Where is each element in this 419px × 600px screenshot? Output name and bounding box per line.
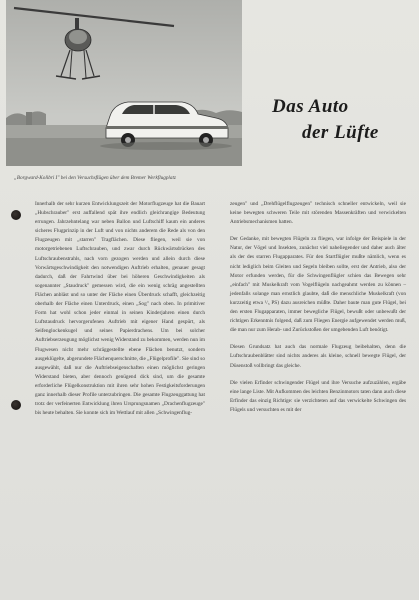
title-line-1: Das Auto (272, 96, 349, 117)
photo-caption: „Borgward-Kolibri I" bei den Versuchsflügen über dem Bremer Werkflugplatz (14, 175, 176, 181)
right-paragraph-3: Diesen Grundsatz hat auch das normale Flugzeug beibehalten, denn die Luftschraubenblätter sind nichts anderes als kleine, schnell bewegte Flügel, der Düsenstoß vollbringt das gleiche. (230, 344, 406, 369)
right-paragraph-2: Der Gedanke, mit bewegten Flügeln zu fliegen, war infolge der Beispiele in der Natur, der Vögel und Insekten, zunächst viel naheliegender und daher auch älter als der des starren Flugapparates. Für den Startflügler mußte nämlich, wenn es nicht lediglich beim Gleiten und Segeln bleiben sollte, erst der Antrieb, also der Motor erfunden werden, für die Schwingenflügler schien das Bewegen sehr „einfach" mit Muskelkraft vom Vogelflügeln nachgeahmt werden zu können – jedenfalls solange man ernstlich glaubte, daß die menschliche Muskelkraft (von kurzzeitig etwa ¹/₃ PS) dazu ausreichen müßte. Daher baute man gute Flügel, bei den ersten Flugapparaten, immer bewegliche Flügel, bewußt oder unbewußt der richtigen Erkenntnis folgend, daß zum Fliegen Energie aufgewendet werden muß, die man nur zum Herab- und Zurückstoßen der umgebenden Luft benötigt. (230, 236, 406, 334)
helicopter-photo (6, 0, 242, 166)
punch-hole-top (11, 210, 21, 220)
right-text-column (230, 200, 406, 423)
right-paragraph-1: zeugen" und „Drehflügelflugzeugen" technisch schneller entwickeln, weil sie keine bewegten schweren Teile mit störenden Massenkräften und verwickelten Antriebsmechanismen hatten. (230, 201, 406, 226)
helicopter-car-illustration (6, 0, 242, 166)
punch-hole-bottom (11, 400, 21, 410)
left-paragraph-1: Innerhalb der sehr kurzen Entwicklungszeit der Motorflugzeuge hat die Bauart „Hubschrauber" erst auffallend spät ihre endlich gleichrangige Bedeutung errungen. Jahrzehntelang war neben Ballon und Luftschiff kaum ein anderes sicheres Flugprinzip in der Luft und von nichts anderem die Rede als von den Flugzeugen mit „starren" Tragflächen. Diese fliegen, weil sie von motorgetriebenen Luftschrauben, und zwar durch Rückwärtsdrücken des Luftschraubenstrahls, nach vorn gezogen werden und allein durch diese Vorwärtsgeschwindigkeit den notwendigen Auftrieb erhalten, genauer gesagt dadurch, daß der Fahrtwind über bei höheren Geschwindigkeiten als sogenannter „Staudruck" gemessen wird, die ein wenig schräg angestellten Flächen anbläst und so unter der Fläche einen Überdruck schafft, gleichzeitig oberhalb der Fläche einen Unterdruck, einen „Sog" nach oben. In primitiver Form hat wohl schon jeder einmal in seinen Kinderjahren einen durch Luftstaudruck hervorgerufenen Auftrieb mit eigener Hand gespürt, als Seifenglockenkugel und seines Papierdrachens. Um bei solcher Auftriebserzeugung möglichst wenig Widerstand zu bekommen, werden nun im Flugwesen nicht mehr schräggestellte ebene Flächen benutzt, sondern ausgeklügelte, abgerundete Flächenquerschnitte, die „Flügelprofile". Sie sind so ausgewählt, daß nur die Auftriebseigenschaften einen möglichst geringen Widerstand bieten, aber dennoch genügend dick sind, um die gesamte erforderliche Flügelkonstruktion mit ihren sehr hohen Festigkeitsforderungen ganz innerhalb dieser Profile unterzubringen. Die gesamte Flugzeuggattung hat trotz der verfeinerten Entwicklung ihren Ursprungsnamen „Drachenflugzeuge" bis heute behalten. Sie konnte sich im Wettlauf mit allen „Schwingenflug- (35, 201, 205, 417)
left-text-column (35, 200, 205, 426)
right-paragraph-4: Die vielen Erfinder schwingender Flügel und ihre Versuche aufzuzählen, ergäbe eine lange Liste. Mit Aufkommen des leichten Benzinmotors taten dann auch diese Erfinder das einzig Richtige: sie verzichteten auf das verwickelte Schwingen des Flügels und versuchten es mit der (230, 379, 406, 413)
title-line-2: der Lüfte (302, 122, 379, 143)
